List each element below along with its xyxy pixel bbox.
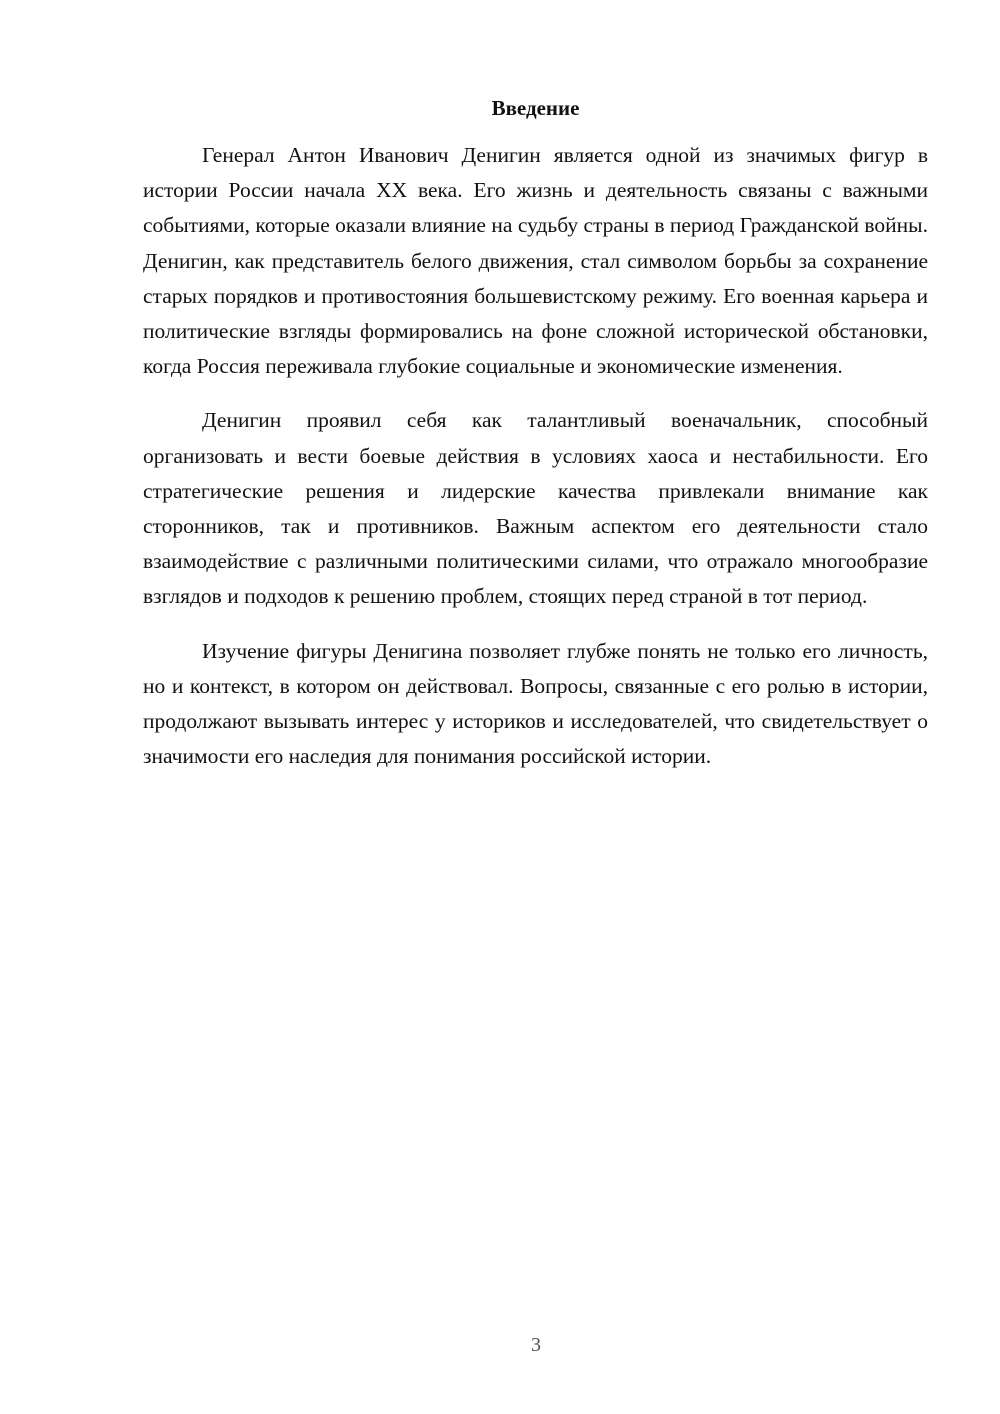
section-title: Введение: [491, 96, 580, 120]
page-number: 3: [531, 1334, 541, 1356]
paragraph-1: Генерал Антон Иванович Денигин является одной из значимых фигур в истории России начала XX века. Его жизнь и деятельность связаны с важными событиями, которые оказали влияние на судьбу страны в период Гражданской войны. Денигин, как представитель белого движения, стал символом борьбы за сохранение старых порядков и противостояния большевистскому режиму. Его военная карьера и политические взгляды формировались на фоне сложной исторической обстановки, когда Россия переживала глубокие социальные и экономические изменения.: [143, 143, 928, 379]
page-content: [143, 94, 928, 793]
paragraph-2: Денигин проявил себя как талантливый военачальник, способный организовать и вести боевые действия в условиях хаоса и нестабильности. Его стратегические решения и лидерские качества привлекали внимание как сторонников, так и противников. Важным аспектом его деятельности стало взаимодействие с различными политическими силами, что отражало многообразие взглядов и подходов к решению проблем, стоящих перед страной в тот период.: [143, 408, 928, 609]
paragraph-3: Изучение фигуры Денигина позволяет глубже понять не только его личность, но и контекст, в котором он действовал. Вопросы, связанные с его ролью в истории, продолжают вызывать интерес у историков и исследователей, что свидетельствует о значимости его наследия для понимания российской истории.: [143, 638, 928, 769]
